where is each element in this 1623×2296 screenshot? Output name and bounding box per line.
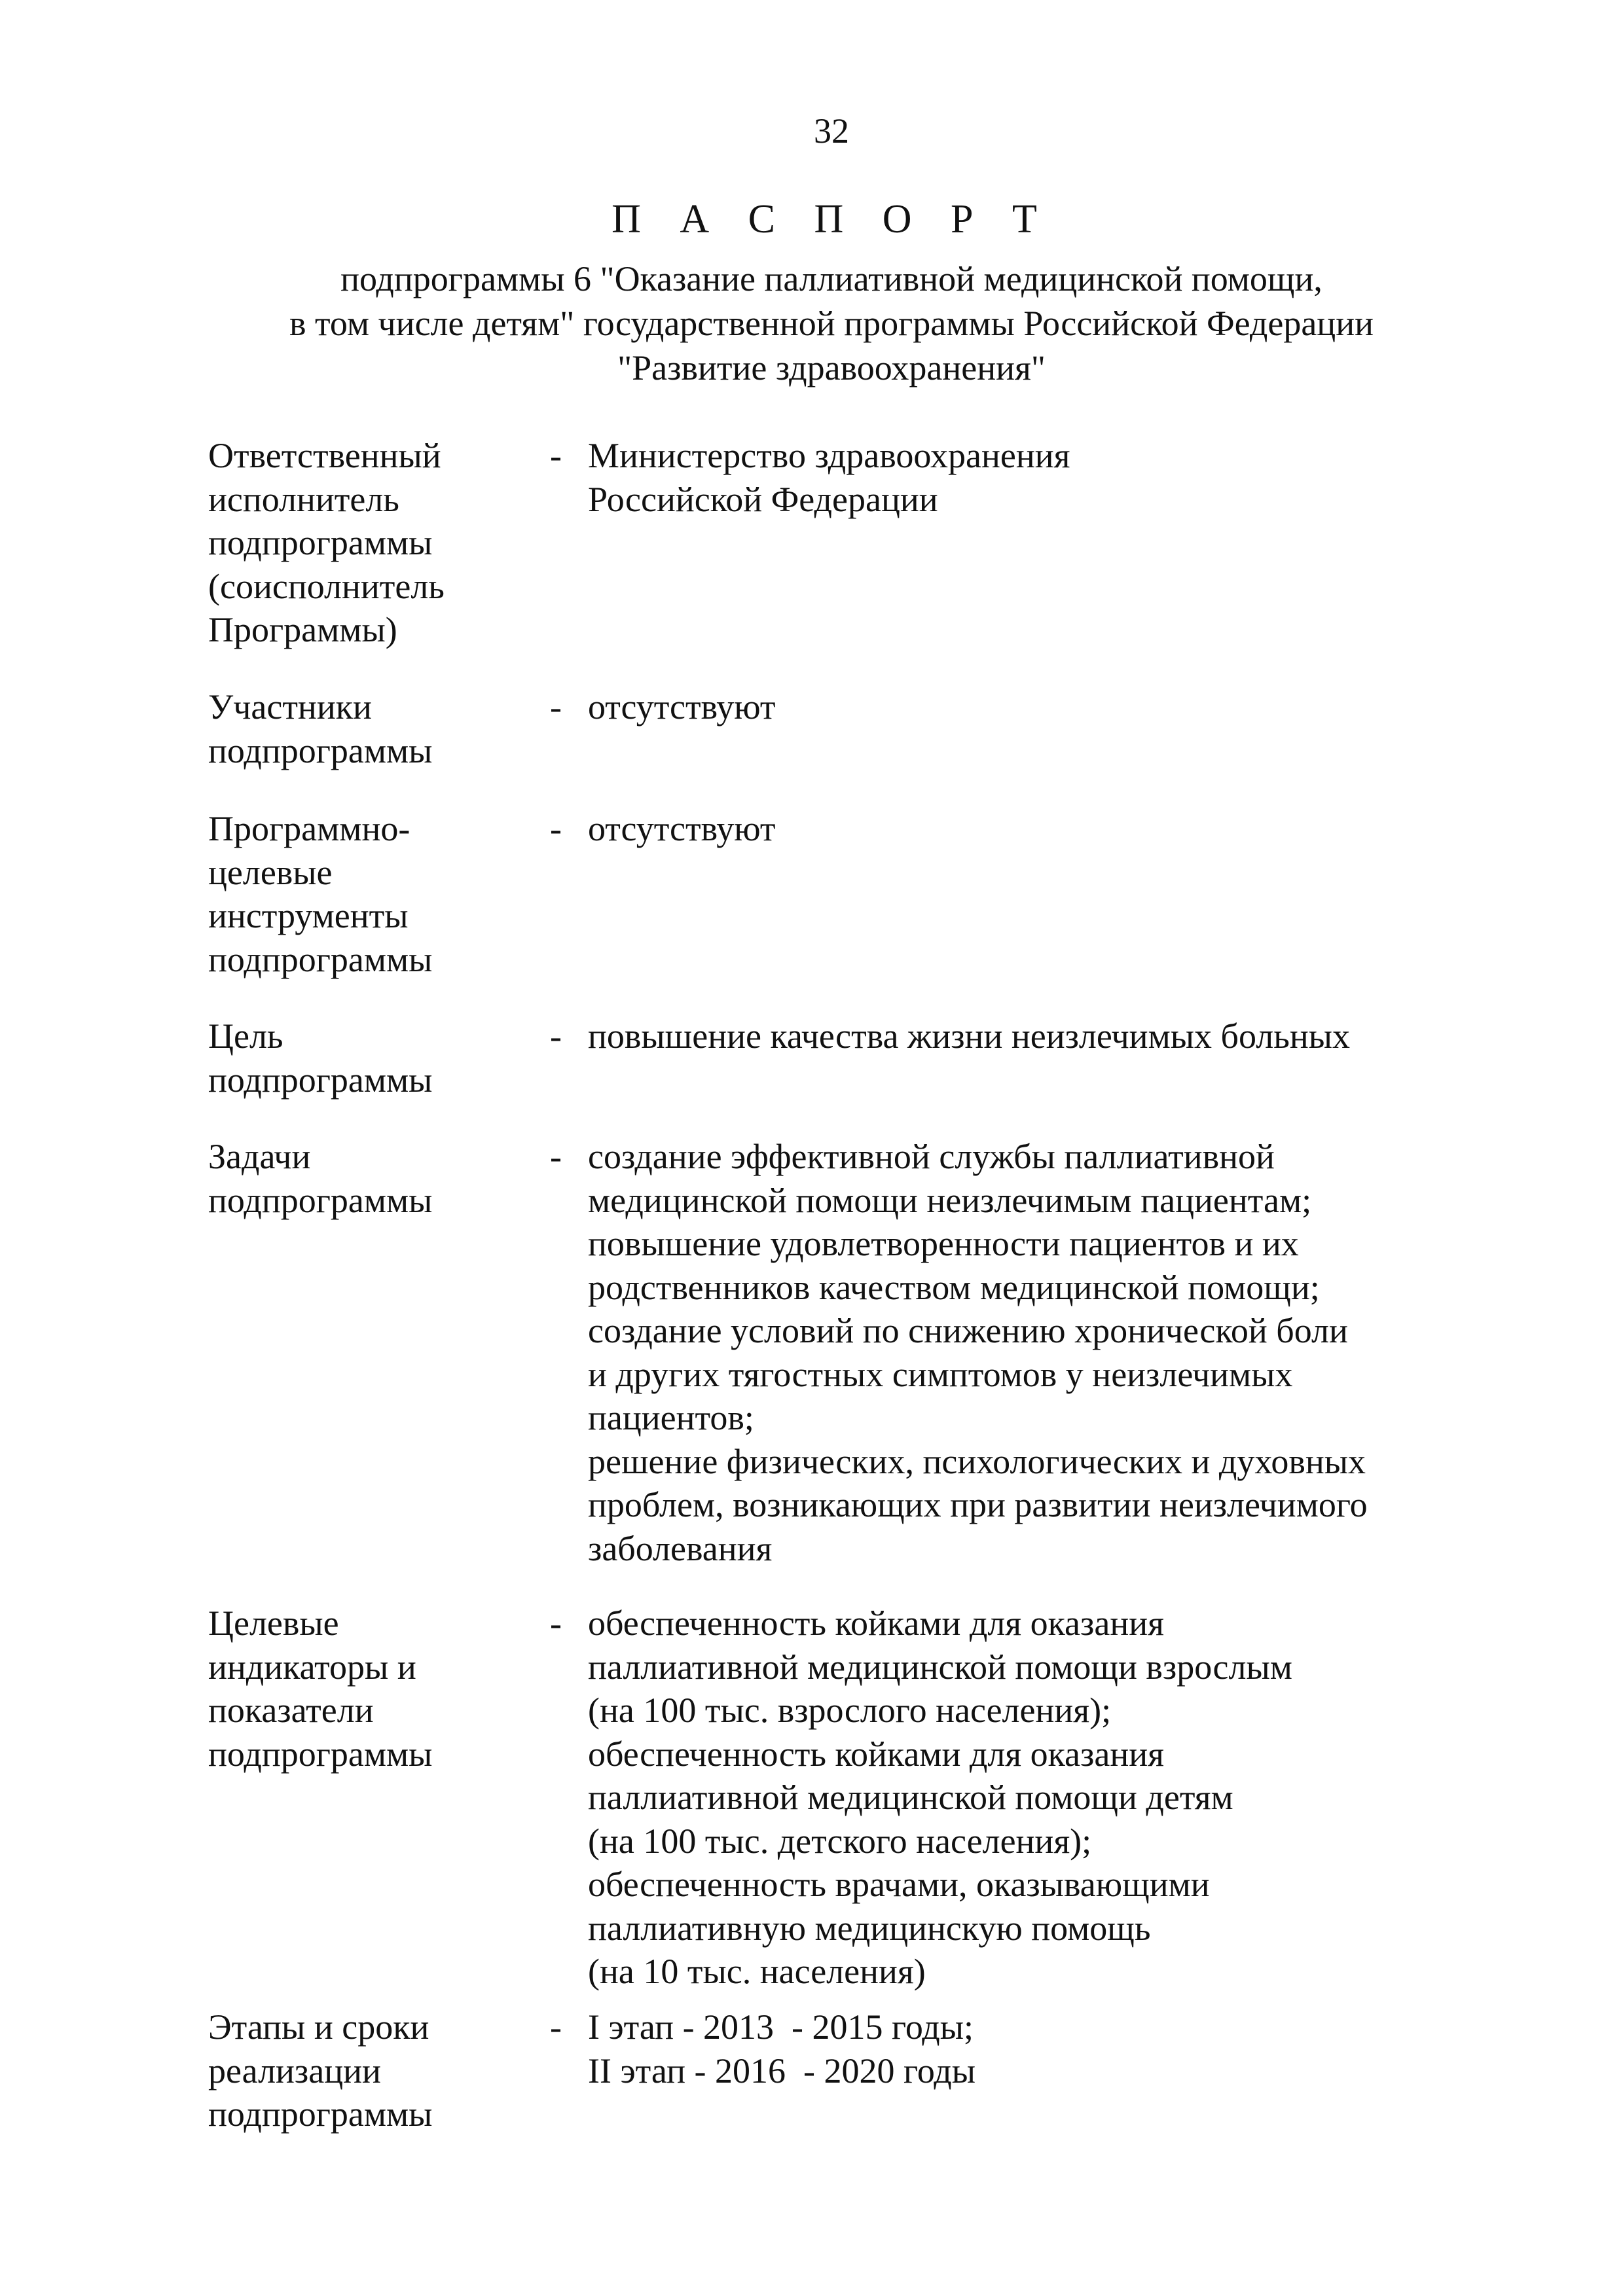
value-line: паллиативную медицинскую помощь	[588, 1908, 1151, 1948]
label-line: подпрограммы	[208, 730, 433, 770]
subtitle-line: в том числе детям" государственной программы Российской Федерации	[289, 304, 1374, 343]
value-line: и других тягостных симптомов у неизлечимых	[588, 1354, 1293, 1394]
label-line: Этапы и сроки	[208, 2007, 429, 2047]
row-dash: -	[550, 809, 562, 848]
label-line: подпрограммы	[208, 2094, 433, 2134]
value-line: заболевания	[588, 1528, 773, 1568]
label-line: подпрограммы	[208, 1734, 433, 1774]
label-line: индикаторы и	[208, 1647, 416, 1687]
row-dash: -	[550, 436, 562, 475]
label-line: Задачи	[208, 1137, 311, 1176]
label-line: инструменты	[208, 896, 409, 935]
document-title: П А С П О Р Т	[611, 197, 1051, 242]
value-line: решение физических, психологических и духовных	[588, 1441, 1366, 1481]
label-line: Программы)	[208, 610, 397, 649]
value-line: Российской Федерации	[588, 479, 938, 519]
value-line: создание эффективной службы паллиативной	[588, 1137, 1275, 1176]
row-value	[588, 685, 1465, 729]
value-line: обеспеченность койками для оказания	[588, 1604, 1164, 1643]
row-dash: -	[550, 687, 562, 726]
subtitle-line: "Развитие здравоохранения"	[617, 348, 1046, 387]
value-line: отсутствуют	[588, 809, 776, 848]
row-dash: -	[550, 1016, 562, 1056]
value-line: родственников качеством медицинской помощи;	[588, 1267, 1320, 1307]
label-line: реализации	[208, 2051, 381, 2090]
value-line: обеспеченность врачами, оказывающими	[588, 1865, 1210, 1904]
label-line: подпрограммы	[208, 1180, 433, 1220]
row-value	[588, 2005, 1465, 2092]
value-line: проблем, возникающих при развитии неизлечимого	[588, 1485, 1368, 1524]
value-line: повышение удовлетворенности пациентов и их	[588, 1224, 1299, 1263]
document-subtitle	[0, 257, 1623, 390]
value-line: отсутствуют	[588, 687, 776, 726]
row-label	[208, 1014, 522, 1102]
page-number: 32	[814, 111, 849, 151]
value-line: обеспеченность койками для оказания	[588, 1734, 1164, 1774]
value-line: I этап - 2013 - 2015 годы;	[588, 2007, 974, 2047]
value-line: медицинской помощи неизлечимым пациентам;	[588, 1180, 1312, 1220]
row-label	[208, 1602, 522, 1776]
label-line: целевые	[208, 852, 333, 892]
label-line: Целевые	[208, 1604, 339, 1643]
value-line: (на 10 тыс. населения)	[588, 1952, 926, 1991]
row-label	[208, 685, 522, 772]
row-value	[588, 1014, 1465, 1058]
row-value	[588, 807, 1465, 851]
row-label	[208, 807, 522, 981]
row-label	[208, 2005, 522, 2136]
row-value	[588, 1602, 1465, 1994]
row-dash: -	[550, 2007, 562, 2047]
row-value	[588, 1135, 1465, 1570]
label-line: (соисполнитель	[208, 566, 445, 606]
value-line: (на 100 тыс. взрослого населения);	[588, 1691, 1112, 1730]
subtitle-line: подпрограммы 6 "Оказание паллиативной медицинской помощи,	[340, 259, 1322, 298]
label-line: Ответственный	[208, 436, 441, 475]
label-line: исполнитель	[208, 479, 399, 519]
value-line: II этап - 2016 - 2020 годы	[588, 2051, 976, 2090]
row-dash: -	[550, 1604, 562, 1643]
row-label	[208, 434, 522, 652]
row-value	[588, 434, 1465, 521]
value-line: создание условий по снижению хронической боли	[588, 1311, 1348, 1350]
label-line: подпрограммы	[208, 939, 433, 979]
label-line: Участники	[208, 687, 372, 726]
value-line: повышение качества жизни неизлечимых больных	[588, 1016, 1351, 1056]
value-line: пациентов;	[588, 1398, 754, 1437]
label-line: подпрограммы	[208, 1060, 433, 1100]
value-line: Министерство здравоохранения	[588, 436, 1070, 475]
value-line: (на 100 тыс. детского населения);	[588, 1821, 1092, 1861]
label-line: Программно-	[208, 809, 410, 848]
label-line: показатели	[208, 1691, 374, 1730]
value-line: паллиативной медицинской помощи взрослым	[588, 1647, 1292, 1687]
label-line: Цель	[208, 1016, 283, 1056]
row-label	[208, 1135, 522, 1222]
row-dash: -	[550, 1137, 562, 1176]
label-line: подпрограммы	[208, 523, 433, 562]
value-line: паллиативной медицинской помощи детям	[588, 1778, 1233, 1817]
